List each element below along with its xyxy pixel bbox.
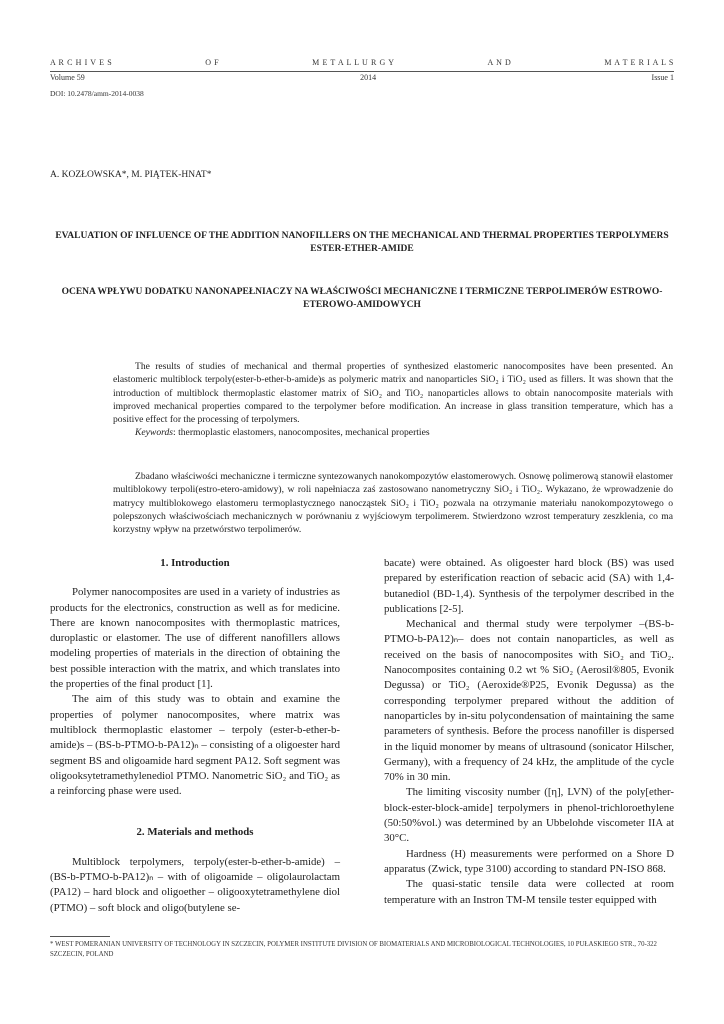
journal-word: O F: [205, 58, 220, 67]
right-column: [384, 556, 674, 908]
keywords: [113, 426, 673, 439]
abstract-polish: [113, 470, 673, 536]
section-materials-heading: 2. Materials and methods: [136, 826, 254, 839]
paragraph: Polymer nanocomposites are used in a variety of industries as products for the electronics, construction as well as for medicine. There are known nanocomposites with thermoplastic matrices, duroplastic or elastomer. The use of different nanofillers allows modeling properties of materials in the direction of obtaining the best possible interaction with the matrix, and which translates into the properties of the final product [1].: [50, 586, 340, 691]
paragraph: Mechanical and thermal study were terpolymer –(BS-b-PTMO-b-PA12)ₙ– does not contain nanoparticles, as well as received on the basis of nanocomposites with SiO₂ and TiO₂. Nanocomposites containing 0.2 wt % SiO₂ (Aerosil®805, Evonik Degussa) or TiO₂ (Aeroxide®P25, Evonik Degussa) as the corresponding terpolymer prepared without the addition of nanoparticles by in-situ polycondensation of maintaining the same parameters of synthesis. Before the process nanofiller is dispersed in the liquid monomer by means of ultrasound (sonicator Hilscher, Germany), with a frequency of 24 kHz, the amplitude of the cycle 70% in 30 min.: [384, 618, 674, 784]
journal-header: [50, 58, 674, 67]
journal-word: M E T A L L U R G Y: [312, 58, 395, 67]
keywords-text: : thermoplastic elastomers, nanocomposites, mechanical properties: [173, 427, 430, 439]
issue: Issue 1: [651, 73, 674, 82]
abstract-polish-text: Zbadano właściwości mechaniczne i termiczne syntezowanych nanokompozytów elastomerowych. Osnowę polimerową stanowił elastomer multiblokowy terpoli(estro-etero-amidowy), w roli napełniacza zaś zastosowano nanometryczny SiO₂ i TiO₂. Wykazano, że wprowadzenie do matrycy multiblokowego elastomeru termoplastycznego nanocząstek SiO₂ i TiO₂ pozwala na otrzymanie materiału nanokompozytowego o polepszonych właściwościach mechanicznych w porównaniu z wyjściowym terpolimerem. Stwierdzono wzrost temperatury zeszklenia, co ma korzystny wpływ na przetwórstwo terpolimerów.: [113, 471, 673, 536]
paragraph: Hardness (H) measurements were performed on a Shore D apparatus (Zwick, type 3100) according to standard PN-ISO 868.: [384, 847, 674, 875]
left-column: [50, 556, 340, 916]
abstract-english: [113, 360, 673, 440]
title-polish: OCENA WPŁYWU DODATKU NANONAPEŁNIACZY NA WŁAŚCIWOŚCI MECHANICZNE I TERMICZNE TERPOLIMERÓW ESTROWO-ETEROWO-AMIDOWYCH: [61, 287, 663, 310]
footnote: * WEST POMERANIAN UNIVERSITY OF TECHNOLOGY IN SZCZECIN, POLYMER INSTITUTE DIVISION OF BIOMATERIALS AND MICROBIOLOGICAL TECHNOLOGIES, 10 PUŁASKIEGO STR., 70-322 SZCZECIN, POLAND: [50, 941, 657, 958]
paragraph: The quasi-static tensile data were collected at room temperature with an Instron TM-M tensile tester equipped with: [384, 878, 674, 906]
volume: Volume 59: [50, 73, 85, 82]
paragraph: The limiting viscosity number ([η], LVN) of the poly[ether-block-ester-block-amide] terpolymers in phenol-trichloroethylene (50:50%vol.) was determined by an Ubbelohde viscometer IIA at 30°C.: [384, 786, 674, 845]
paragraph: Multiblock terpolymers, terpoly(ester-b-ether-b-amide) – (BS-b-PTMO-b-PA12)ₙ – with of oligoamide – oligolaurolactam (PA12) – hard block and oligoether – oligooxytetramethylene diol (PTMO) – soft block and oligo(butylene se-: [50, 855, 340, 914]
title-english: EVALUATION OF INFLUENCE OF THE ADDITION NANOFILLERS ON THE MECHANICAL AND THERMAL PROPERTIES TERPOLYMERS ESTER-ETHER-AMIDE: [55, 231, 669, 254]
keywords-label: Keywords: [135, 427, 174, 439]
paragraph: The aim of this study was to obtain and examine the properties of polymer nanocomposites, where matrix was multiblock thermoplastic elastomer – terpoly (ester-b-ether-b-amide)s – (BS-b-PTMO-b-PA12)ₙ – consisting of a oligoester hard segment BS and oligoamide hard segment PA12. Soft segment was oligooksytetramethylenediol PTMO. Nanometric SiO₂ and TiO₂ as a reinforcing phase were used.: [50, 693, 340, 798]
doi: DOI: 10.2478/amm-2014-0038: [50, 89, 144, 98]
issue-meta: [50, 73, 674, 82]
journal-word: A N D: [487, 58, 512, 67]
footnote-rule: [50, 936, 110, 937]
paragraph: bacate) were obtained. As oligoester hard block (BS) was used prepared by esterification reaction of sebacic acid (SA) with 1,4-butanediol (BD-1,4). Synthesis of the terpolymer described in the publications [2-5].: [384, 557, 674, 615]
journal-word: A R C H I V E S: [50, 58, 113, 67]
year: 2014: [360, 73, 377, 82]
section-introduction-heading: 1. Introduction: [160, 557, 230, 569]
abstract-english-text: The results of studies of mechanical and thermal properties of synthesized elastomeric nanocomposites have been presented. An elastomeric multiblock terpoly(ester-b-ether-b-amide)s as polymeric matrix and nanoparticles SiO₂ i TiO₂ used as fillers. It was shown that the introduction of multiblock thermoplastic elastomer matrix of SiO₂ and TiO₂ nanoparticles allows to obtain nanocomposite materials with improved mechanical properties compared to the terpolymer before modification. An increase in glass transition temperature, which has a positive effect for the processing of terpolymers.: [113, 361, 673, 426]
authors: A. KOZŁOWSKA*, M. PIĄTEK-HNAT*: [50, 170, 212, 180]
journal-word: M A T E R I A L S: [604, 58, 674, 67]
header-rule: [50, 71, 674, 72]
